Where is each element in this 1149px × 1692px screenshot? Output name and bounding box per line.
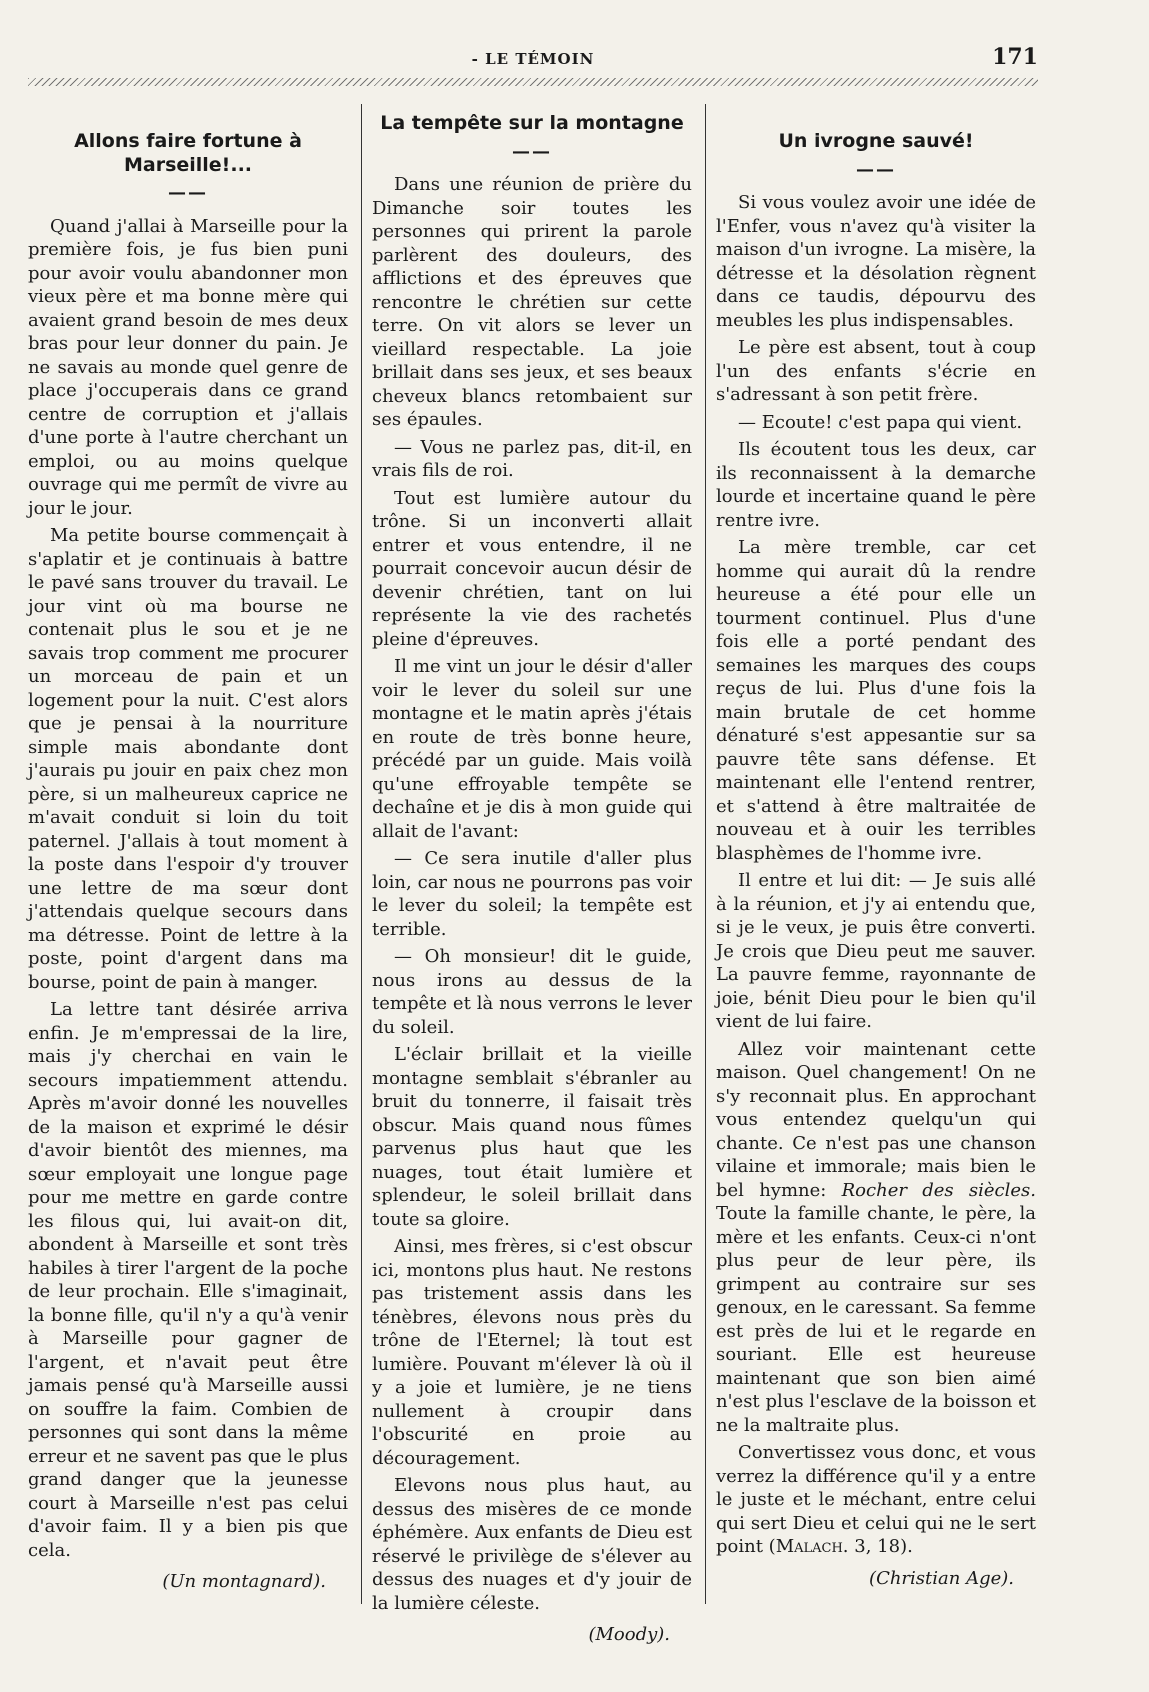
article-tempete [372, 104, 692, 1647]
page-header [28, 44, 1038, 74]
paragraph: Il entre et lui dit: — Je suis allé à la réunion, et j'y ai entendu que, si je le veux, je puis être converti. Je crois que Dieu peut me sauver. La pauvre femme, rayonnante de joie, bénit Dieu pour le bien qu'il vient de lui faire. [716, 870, 1036, 1032]
paragraph: Tout est lumière autour du trône. Si un inconverti allait entrer et vous entendre, il ne pourrait concevoir aucun désir de devenir chrétien, tant on lui représente la vie des rachetés pleine d'épreuves. [372, 487, 692, 650]
heading-dash: —— [856, 158, 896, 180]
paragraph: Dans une réunion de prière du Dimanche soir toutes les personnes qui prirent la parole parlèrent des douleurs, des afflictions et des épreuves que rencontre le chrétien sur cette terre. On vit alors se lever un vieillard respectable. La joie brillait dans ses jeux, et ses beaux cheveux blancs retombaient sur ses épaules. [372, 174, 692, 430]
page-number: 171 [992, 44, 1038, 70]
paragraph-text: Convertissez vous donc, et vous verrez la différence qu'il y a entre le juste et le méchant, entre celui qui sert Dieu et celui qui ne le sert point ( [716, 1442, 1036, 1557]
paragraph-text: Toute la famille chante, le père, la mère et les enfants. Ceux-ci n'ont plus peur de leur père, ils grimpent au contraire sur ses genoux, en le caressant. Sa femme est près de lui et le regarde en souriant. Elle est heureuse maintenant que son bien aimé n'est plus l'esclave de la boisson et ne la maltraite plus. [716, 1203, 1036, 1436]
article-heading: Un ivrogne sauvé! [778, 130, 974, 152]
paragraph: Si vous voulez avoir une idée de l'Enfer, vous n'avez qu'à visiter la maison d'un ivrogne. La misère, la détresse et la désolation règnent dans ce taudis, dépourvu des meubles les plus indispensables. [716, 192, 1036, 331]
paragraph: Ma petite bourse commençait à s'aplatir et je continuais à battre le pavé sans trouver du travail. Le jour vint où ma bourse ne contenait plus le sou et je ne savais trop comment me procurer un morceau de pain et un logement pour la nuit. C'est alors que je pensai à la nourriture simple mais abondante dont j'aurais pu jouir en paix chez mon père, si un malheureux caprice ne m'avait conduit si loin du toit paternel. J'allais à tout moment à la poste dans l'espoir d'y trouver une lettre de ma sœur dont j'attendais quelque secours dans ma détresse. Point de lettre à la poste, point d'argent dans ma bourse, point de pain à manger. [28, 525, 348, 993]
heading-dash: —— [168, 182, 208, 203]
article-heading: Allons faire fortune à Marseille!... [74, 130, 302, 176]
paragraph: L'éclair brillait et la vieille montagne semblait s'ébranler au bruit du tonnerre, il faisait très obscur. Mais quand nous fûmes parvenus plus haut que les nuages, tout était lumière et splendeur, le soleil brillait dans toute sa gloire. [372, 1044, 692, 1230]
header-wavy-rule [28, 78, 1038, 86]
heading-dash: —— [512, 140, 552, 162]
paragraph: Ainsi, mes frères, si c'est obscur ici, montons plus haut. Ne restons pas tristement assis dans les ténèbres, élevons nous près du trône de l'Eternel; là tout est lumière. Pouvant m'élever là où il y a joie et lumière, je ne tiens nullement à croupir dans l'obscurité en proie au découragement. [372, 1236, 692, 1469]
paragraph [716, 1441, 1036, 1559]
hymn-title: Rocher des siècles. [841, 1179, 1036, 1201]
paragraph-text: Allez voir maintenant cette maison. Quel changement! On ne s'y reconnait plus. En approchant vous entendez quelqu'un qui chante. Ce n'est pas une chanson vilaine et immorale; mais bien le bel hymne: [716, 1038, 1036, 1201]
article-signature: (Un montagnard). [162, 1571, 326, 1592]
paragraph: — Oh monsieur! dit le guide, nous irons au dessus de la tempête et là nous verrons le lever du soleil. [372, 946, 692, 1038]
paragraph: Quand j'allai à Marseille pour la première fois, je fus bien puni pour avoir voulu abandonner mon vieux père et ma bonne mère qui avaient grand besoin de mes deux bras pour leur donner du pain. Je ne savais au monde quel genre de place j'occuperais dans ce grand centre de corruption et j'allais d'une porte à l'autre cherchant un emploi, ou au moins quelque ouvrage qui me permît de vivre au jour le jour. [28, 215, 348, 519]
paragraph: Ils écoutent tous les deux, car ils reconnaissent à la demarche lourde et incertaine quand le père rentre ivre. [716, 439, 1036, 531]
column-divider-2 [705, 104, 706, 1604]
article-ivrogne [716, 104, 1036, 1590]
article-heading: La tempête sur la montagne [380, 112, 684, 134]
scripture-reference: Malach. 3, 18 [775, 1536, 901, 1557]
column-divider-1 [361, 104, 362, 1604]
paragraph: Elevons nous plus haut, au dessus des misères de ce monde éphémère. Aux enfants de Dieu est réservé le privilège de s'élever au dessus des nuages et d'y jouir de la lumière céleste. [372, 1475, 692, 1614]
paragraph: La lettre tant désirée arriva enfin. Je m'empressai de la lire, mais j'y cherchai en vain le secours impatiemment attendu. Après m'avoir donné les nouvelles de la maison et exprimé le désir d'avoir bientôt des miennes, ma sœur employait une longue page pour me mettre en garde contre les filous qui, lui avait-on dit, abondent à Marseille et sont très habiles à tirer l'argent de la poche de leur prochain. Elle s'imaginait, la bonne fille, qu'il n'y a qu'à venir à Marseille pour gagner de l'argent, et n'avait peut être jamais pensé qu'à Marseille aussi on souffre la faim. Combien de personnes qui sont dans la même erreur et ne savent pas que le plus grand danger que la jeunesse court à Marseille n'est pas celui d'avoir faim. Il y a bien pis que cela. [28, 999, 348, 1561]
paragraph: Le père est absent, tout à coup l'un des enfants s'écrie en s'adressant à son petit frère. [716, 337, 1036, 405]
article-marseille [28, 104, 348, 1594]
paragraph: Il me vint un jour le désir d'aller voir le lever du soleil sur une montagne et le matin après j'étais en route de très bonne heure, précédé par un guide. Mais voilà qu'une effroyable tempête se dechaîne et je dis à mon guide qui allait de l'avant: [372, 656, 692, 842]
paragraph [716, 1038, 1036, 1438]
paragraph: — Ecoute! c'est papa qui vient. [738, 411, 1023, 433]
article-signature: (Moody). [588, 1624, 670, 1645]
journal-title: - LE TÉMOIN [471, 50, 595, 68]
paragraph: — Vous ne parlez pas, dit-il, en vrais fils de roi. [372, 436, 692, 481]
paragraph: La mère tremble, car cet homme qui aurait dû la rendre heureuse a été pour elle un tourment continuel. Plus d'une fois elle a porté pendant des semaines les marques des coups reçus de lui. Plus d'une fois la main brutale de cet homme dénaturé s'est appesantie sur sa pauvre tête sans défense. Et maintenant elle l'entend rentrer, et s'attend à être maltraitée de nouveau et à ouir les terribles blasphèmes de l'homme ivre. [716, 537, 1036, 864]
paragraph-text: ). [900, 1536, 913, 1557]
paragraph: — Ce sera inutile d'aller plus loin, car nous ne pourrons pas voir le lever du soleil; la tempête est terrible. [372, 848, 692, 940]
article-signature: (Christian Age). [869, 1567, 1014, 1589]
